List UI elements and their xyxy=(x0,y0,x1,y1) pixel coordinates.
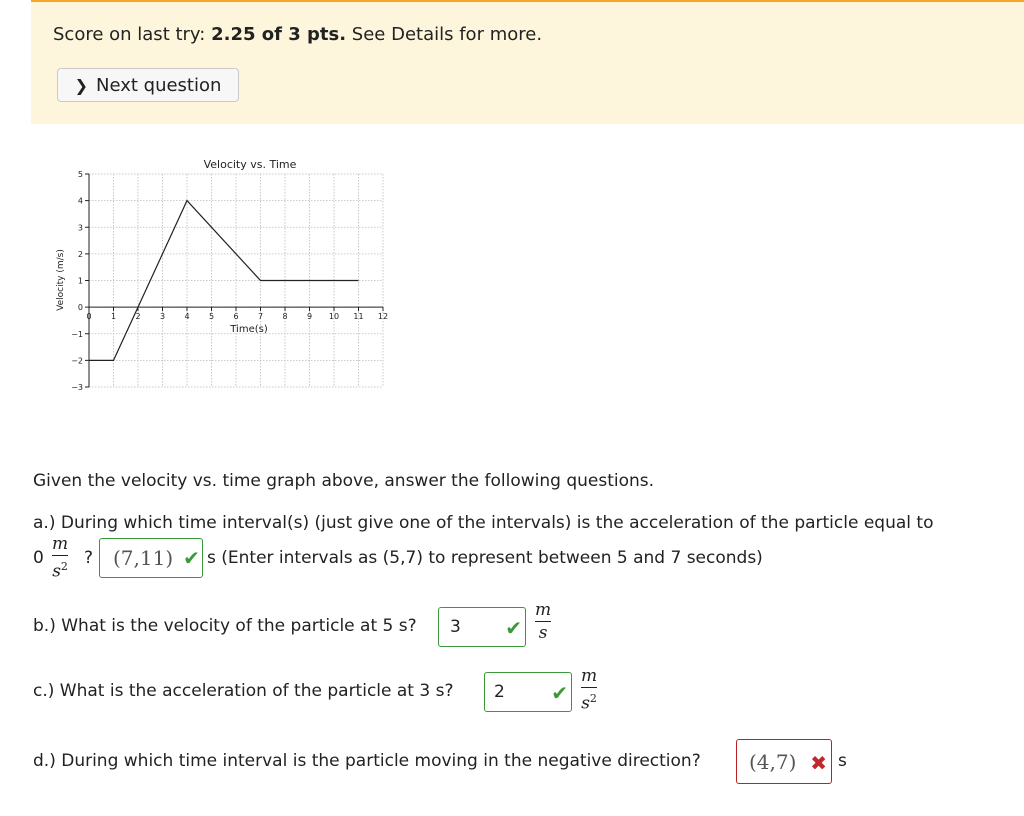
question-d-suffix: s xyxy=(838,751,847,771)
fraction-bar xyxy=(535,621,551,622)
answer-a-value: (7,11) xyxy=(113,546,174,570)
unit-m-per-s xyxy=(535,600,551,643)
next-question-label: Next question xyxy=(95,74,222,96)
unit-exponent: 2 xyxy=(589,692,597,705)
answer-b-field[interactable] xyxy=(438,607,526,647)
check-icon: ✔ xyxy=(551,681,568,705)
x-tick-label: 4 xyxy=(184,312,190,322)
x-tick-label: 6 xyxy=(233,312,239,322)
score-value: 2.25 of 3 pts. xyxy=(211,24,347,45)
next-question-button[interactable] xyxy=(57,68,239,102)
x-tick-label: 3 xyxy=(159,312,166,322)
y-tick-label: 0 xyxy=(77,303,83,313)
check-icon: ✔ xyxy=(183,546,200,570)
x-tick-label: 5 xyxy=(208,312,215,322)
score-prefix: Score on last try: xyxy=(53,24,206,45)
unit-exponent: 2 xyxy=(60,560,68,573)
answer-b-value: 3 xyxy=(450,617,461,637)
y-tick-label: 2 xyxy=(77,249,83,259)
question-a-row xyxy=(33,536,993,586)
score-text xyxy=(53,24,542,45)
fraction-bar xyxy=(52,555,68,556)
answer-c-field[interactable] xyxy=(484,672,572,712)
chart-y-axis-label: Velocity (m/s) xyxy=(56,249,66,311)
question-a-text: a.) During which time interval(s) (just give one of the intervals) is the acceleration of the particle equal to xyxy=(33,513,934,533)
unit-m-per-s2 xyxy=(581,666,597,714)
question-a-zero: 0 xyxy=(33,548,44,568)
check-icon: ✔ xyxy=(505,616,522,640)
y-tick-label: −2 xyxy=(71,356,83,366)
score-suffix: See Details for more. xyxy=(351,24,543,45)
unit-m-per-s2 xyxy=(52,534,68,582)
y-tick-label: 1 xyxy=(77,276,83,286)
question-a-mark: ? xyxy=(84,548,94,568)
answer-c-value: 2 xyxy=(494,682,505,702)
x-tick-label: 0 xyxy=(86,312,92,322)
x-tick-label: 7 xyxy=(257,312,264,322)
unit-s: s xyxy=(52,561,61,582)
unit-s2 xyxy=(52,557,68,582)
y-tick-label: 5 xyxy=(77,170,83,179)
unit-m: m xyxy=(535,600,552,620)
x-tick-label: 8 xyxy=(282,312,288,322)
question-d-text: d.) During which time interval is the particle moving in the negative direction? xyxy=(33,751,701,771)
cross-icon: ✖ xyxy=(810,751,827,775)
unit-m: m xyxy=(52,534,69,554)
chevron-right-icon: ❯ xyxy=(74,75,88,95)
question-intro: Given the velocity vs. time graph above, answer the following questions. xyxy=(33,471,655,491)
unit-s: s xyxy=(538,623,548,643)
score-banner xyxy=(31,0,1024,124)
answer-d-value: (4,7) xyxy=(749,749,797,774)
chart-x-axis-label: Time(s) xyxy=(230,324,268,335)
x-tick-label: 11 xyxy=(353,312,364,322)
x-tick-label: 1 xyxy=(110,312,117,322)
question-a-suffix: s (Enter intervals as (5,7) to represent between 5 and 7 seconds) xyxy=(207,548,763,568)
answer-a-field[interactable] xyxy=(99,538,203,578)
y-tick-label: −1 xyxy=(71,329,83,339)
x-tick-label: 9 xyxy=(306,312,313,322)
unit-s2 xyxy=(581,689,597,714)
answer-d-field[interactable] xyxy=(736,739,832,784)
x-tick-label: 12 xyxy=(377,312,389,322)
fraction-bar xyxy=(581,687,597,688)
question-b-text: b.) What is the velocity of the particle at 5 s? xyxy=(33,616,417,636)
x-tick-label: 10 xyxy=(328,312,340,322)
y-tick-label: 4 xyxy=(77,196,83,206)
chart-title: Velocity vs. Time xyxy=(203,158,297,171)
x-tick-label: 2 xyxy=(135,312,141,322)
y-tick-label: −3 xyxy=(71,383,83,392)
question-c-text: c.) What is the acceleration of the particle at 3 s? xyxy=(33,681,454,701)
y-tick-label: 3 xyxy=(77,223,83,233)
unit-s: s xyxy=(581,693,590,714)
unit-m: m xyxy=(581,666,598,686)
velocity-time-chart xyxy=(52,152,422,392)
